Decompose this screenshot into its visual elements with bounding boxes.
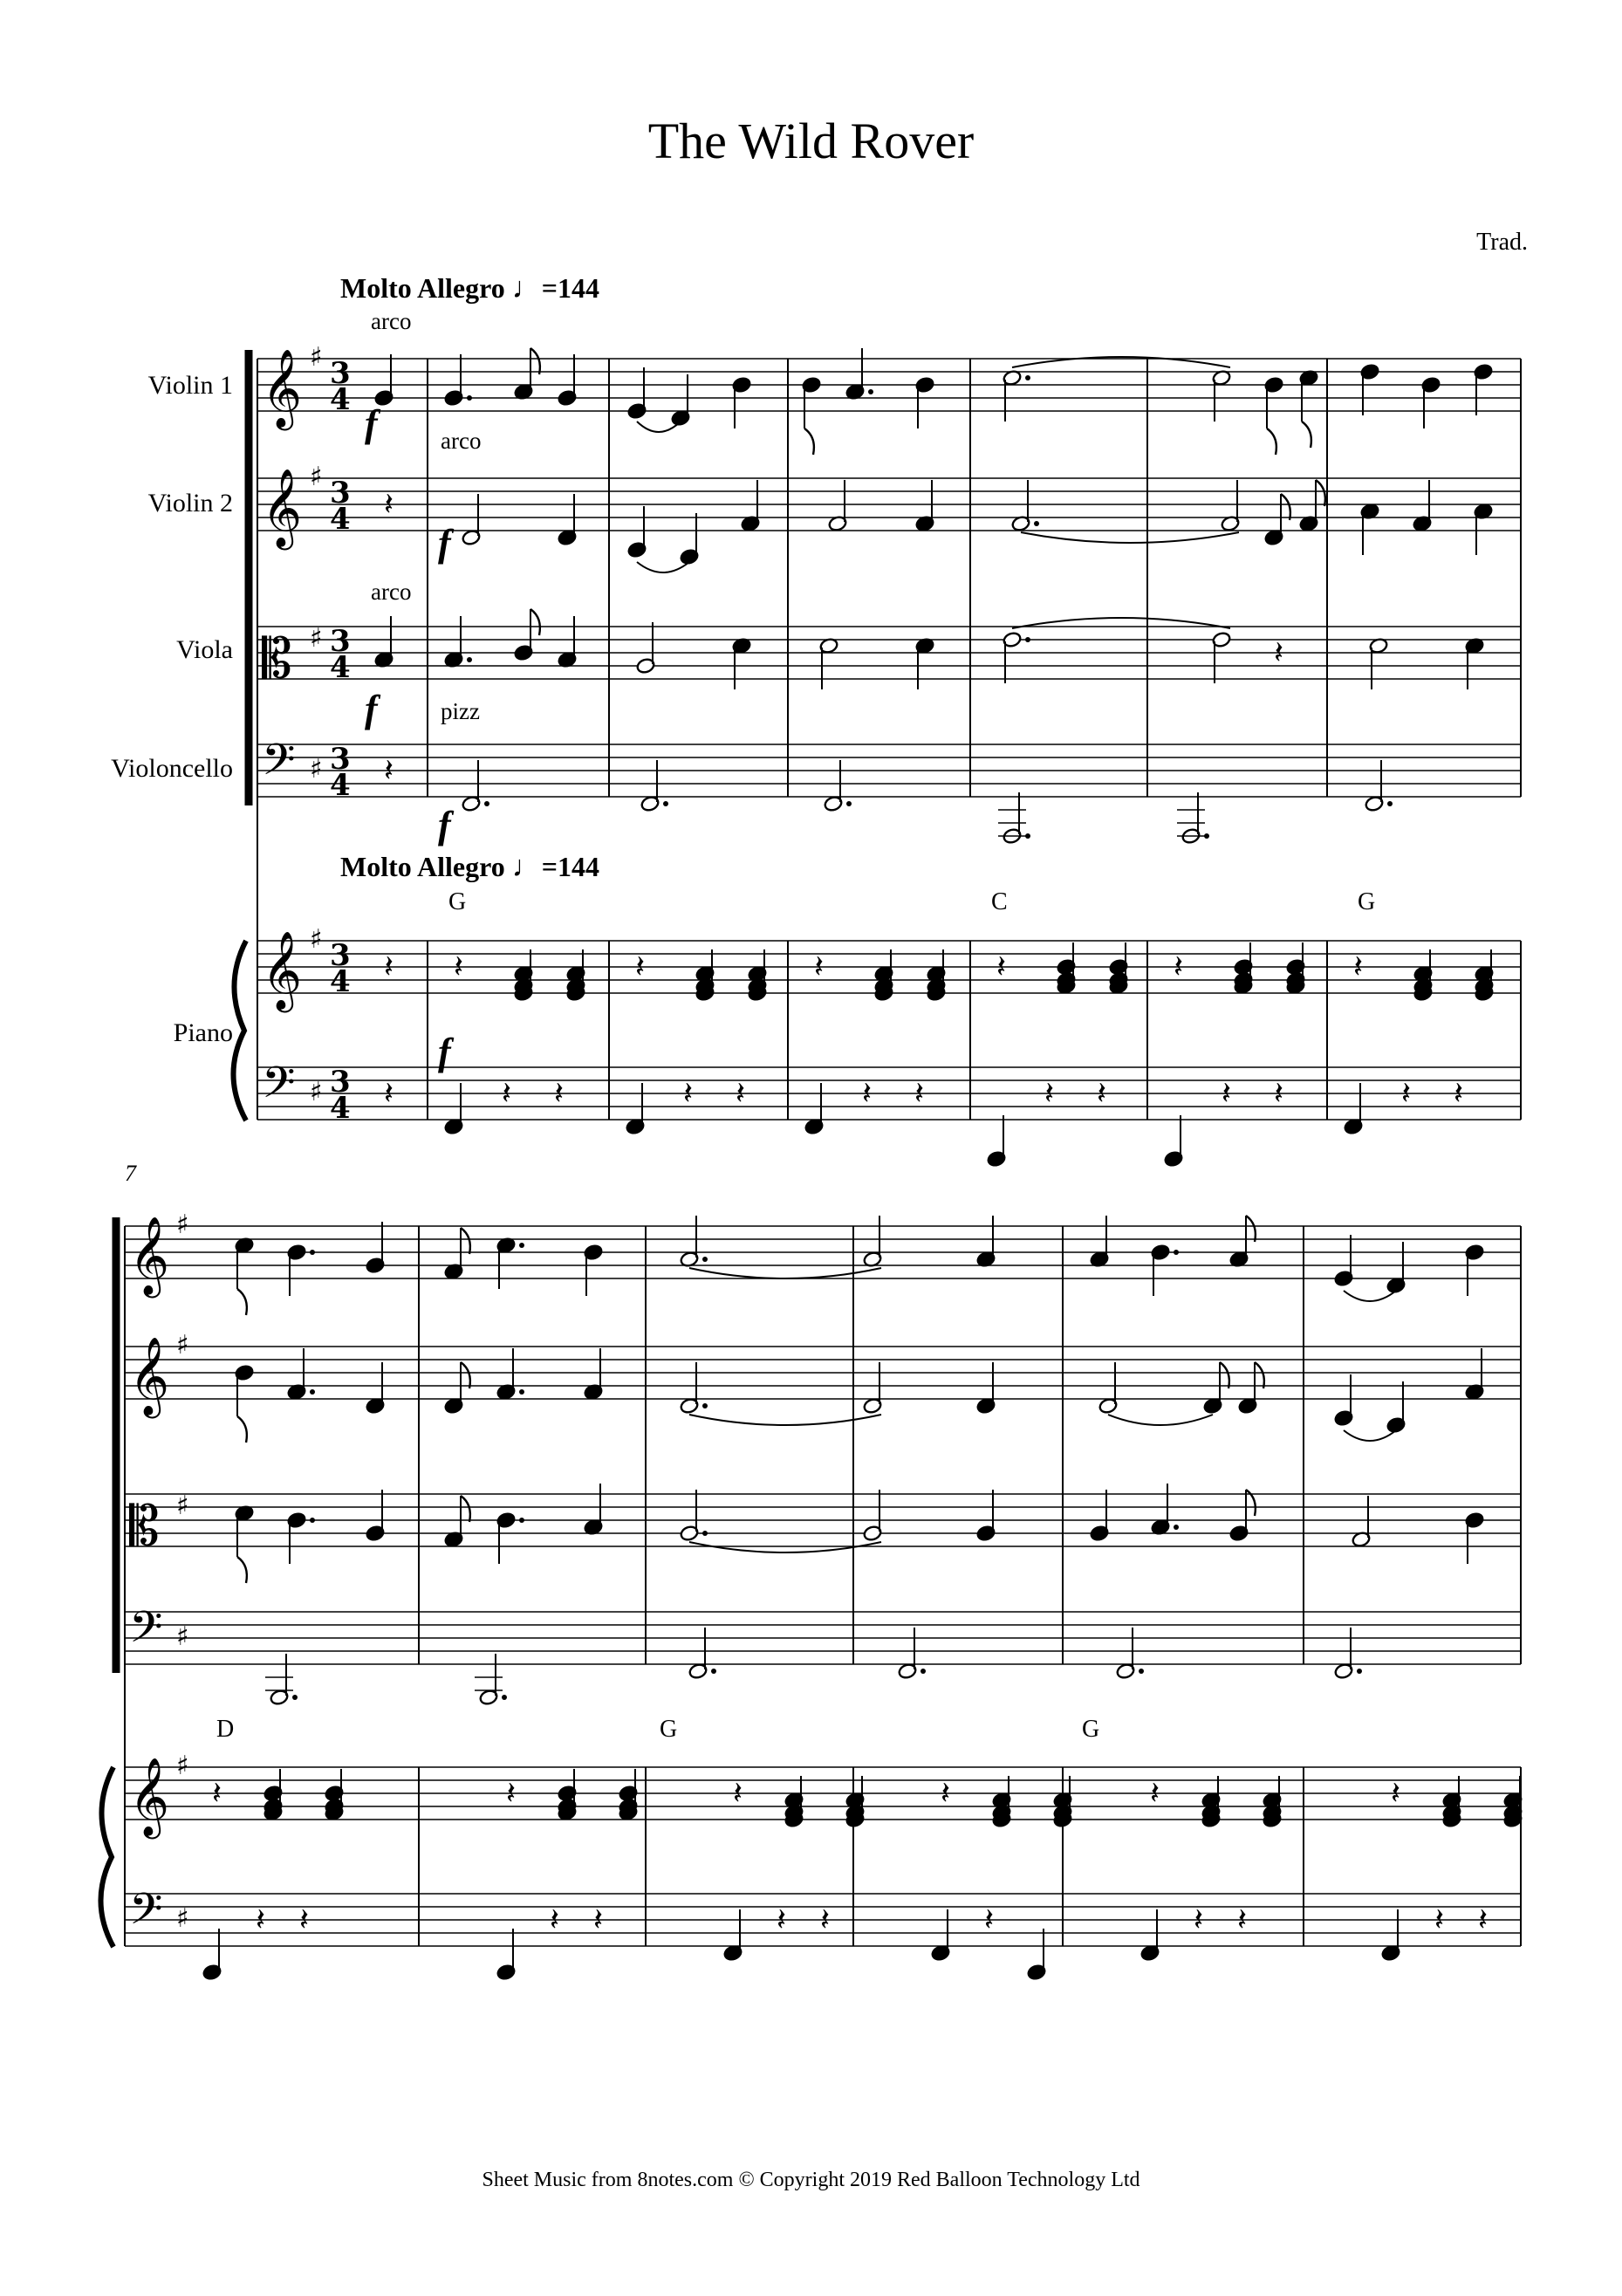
technique-cello: pizz [441,698,480,724]
note-dot [467,395,472,401]
note-flag [1302,422,1311,448]
sharp-key-signature-icon: ♯ [310,1077,323,1107]
note-dot [921,1669,926,1674]
sharp-key-signature-icon: ♯ [176,1751,189,1781]
quarter-rest-icon: 𝄽 [941,1776,951,1812]
quarter-rest-icon: 𝄽 [1044,1076,1055,1112]
note-dot [1025,637,1030,642]
note-dot [846,801,852,806]
sharp-key-signature-icon: ♯ [310,462,323,492]
quarter-rest-icon: 𝄽 [862,1076,873,1112]
quarter-rest-icon: 𝄽 [384,487,394,523]
quarter-rest-icon: 𝄽 [550,1902,560,1938]
quarter-rest-icon: 𝄽 [1222,1076,1232,1112]
dynamic-forte: f [438,1031,451,1073]
note-dot [310,1518,315,1523]
chord-symbol: G [448,888,467,915]
quarter-rest-icon: 𝄽 [554,1076,565,1112]
treble-clef-icon: 𝄞 [129,1758,170,1836]
quarter-rest-icon: 𝄽 [914,1076,925,1112]
chord-symbol: G [660,1716,678,1743]
chord-symbol: G [1358,888,1376,915]
quarter-rest-icon: 𝄽 [984,1902,995,1938]
bass-clef-icon: 𝄢 [129,1884,163,1945]
note-flag [530,609,540,635]
quarter-rest-icon: 𝄽 [1237,1902,1248,1938]
time-signature-numerator: 3 [330,1065,351,1100]
quarter-rest-icon: 𝄽 [299,1902,310,1938]
tie [1344,1291,1396,1301]
chord-symbol: G [1082,1716,1100,1743]
note-dot [702,1403,708,1408]
instrument-label-piano: Piano [173,1018,233,1047]
time-signature-denominator: 4 [330,650,351,685]
note-flag [237,1289,247,1315]
chord-symbol: C [991,888,1008,915]
note-dot [1139,1669,1144,1674]
bass-clef-icon: 𝄢 [129,1602,163,1663]
note-flag [1316,480,1325,506]
note-dot [1025,375,1030,380]
note-flag [237,1557,247,1583]
quarter-rest-icon: 𝄽 [384,949,394,985]
treble-clef-icon: 𝄞 [129,1217,170,1295]
quarter-rest-icon: 𝄽 [1274,635,1284,671]
quarter-rest-icon: 𝄽 [1401,1076,1412,1112]
dynamic-forte: f [365,402,378,445]
sharp-key-signature-icon: ♯ [176,1903,189,1934]
instrument-label-cello: Violoncello [111,754,233,783]
bass-clef-icon: 𝄢 [262,1058,296,1119]
sharp-key-signature-icon: ♯ [176,1621,189,1652]
note-flag [461,1362,470,1388]
quarter-rest-icon: 𝄽 [1274,1076,1284,1112]
note-dot [1387,801,1393,806]
quarter-rest-icon: 𝄽 [733,1776,743,1812]
instrument-label-violin1: Violin 1 [147,371,233,400]
note-flag [461,1228,470,1254]
quarter-rest-icon: 𝄽 [683,1076,694,1112]
sharp-key-signature-icon: ♯ [310,754,323,785]
time-signature-denominator: 4 [330,1091,351,1126]
time-signature-numerator: 3 [330,742,351,777]
note-flag [804,428,814,455]
note-dot [663,801,668,806]
time-signature-numerator: 3 [330,356,351,391]
quarter-rest-icon: 𝄽 [1478,1902,1489,1938]
quarter-rest-icon: 𝄽 [454,949,464,985]
quarter-rest-icon: 𝄽 [1454,1076,1464,1112]
quarter-rest-icon: 𝄽 [1353,949,1364,985]
note-dot [310,1250,315,1255]
sharp-key-signature-icon: ♯ [176,1491,189,1521]
note-dot [1357,1669,1362,1674]
note-flag [530,348,540,374]
chord-symbol: D [216,1716,235,1743]
quarter-rest-icon: 𝄽 [814,949,825,985]
footer-copyright: Sheet Music from 8notes.com © Copyright 2019 Red Balloon Technology Ltd [482,2169,1140,2191]
tie [1344,1430,1396,1441]
note-flag [1281,494,1290,520]
tie [1021,532,1239,543]
quarter-rest-icon: 𝄽 [502,1076,512,1112]
note-dot [711,1669,716,1674]
treble-clef-icon: 𝄞 [262,469,303,547]
technique-violin1: arco [371,308,412,334]
note-dot [467,657,472,662]
note-dot [702,1531,708,1536]
note-flag [1255,1362,1264,1388]
note-dot [702,1257,708,1262]
sharp-key-signature-icon: ♯ [310,924,323,955]
dynamic-forte: f [365,688,378,730]
note-dot [519,1389,524,1395]
bar-number: 7 [125,1161,136,1186]
alto-clef-icon: 𝄡 [262,627,292,690]
time-signature-numerator: 3 [330,938,351,973]
time-signature-denominator: 4 [330,382,351,417]
quarter-rest-icon: 𝄽 [384,1076,394,1112]
note-dot [484,801,489,806]
quarter-rest-icon: 𝄽 [777,1902,787,1938]
sharp-key-signature-icon: ♯ [176,1210,189,1240]
tie [637,562,689,572]
note-dot [868,389,873,394]
quarter-rest-icon: 𝄽 [1434,1902,1445,1938]
tie [1108,1415,1213,1425]
technique-viola: arco [371,579,412,605]
quarter-note-icon: ♩ [511,851,542,883]
quarter-rest-icon: 𝄽 [1150,1776,1160,1812]
note-dot [1174,1250,1179,1255]
score-title: The Wild Rover [647,113,975,169]
piano-brace [100,1767,113,1947]
quarter-rest-icon: 𝄽 [1194,1902,1204,1938]
note-dot [519,1243,524,1248]
quarter-rest-icon: 𝄽 [820,1902,831,1938]
time-signature-numerator: 3 [330,624,351,659]
sharp-key-signature-icon: ♯ [310,342,323,373]
treble-clef-icon: 𝄞 [129,1337,170,1415]
tempo-text: Molto Allegro [340,272,505,304]
note-dot [310,1389,315,1395]
quarter-rest-icon: 𝄽 [212,1776,222,1812]
note-flag [1267,428,1276,455]
quarter-rest-icon: 𝄽 [384,753,394,789]
dynamic-forte: f [438,522,451,565]
tempo-text: Molto Allegro [340,851,505,882]
quarter-rest-icon: 𝄽 [996,949,1007,985]
dynamic-forte: f [438,804,451,846]
technique-violin2: arco [441,428,482,454]
quarter-rest-icon: 𝄽 [635,949,646,985]
time-signature-denominator: 4 [330,502,351,537]
note-dot [502,1695,507,1700]
note-flag [237,1416,247,1443]
time-signature-denominator: 4 [330,964,351,999]
quarter-rest-icon: 𝄽 [593,1902,604,1938]
note-flag [461,1496,470,1522]
quarter-rest-icon: 𝄽 [506,1776,517,1812]
tempo-value: =144 [541,851,599,882]
tempo-value: =144 [541,272,599,304]
quarter-rest-icon: 𝄽 [1391,1776,1401,1812]
composer: Trad. [1476,229,1528,256]
quarter-note-icon: ♩ [511,272,542,305]
quarter-rest-icon: 𝄽 [736,1076,746,1112]
sharp-key-signature-icon: ♯ [176,1330,189,1360]
bass-clef-icon: 𝄢 [262,735,296,796]
quarter-rest-icon: 𝄽 [1174,949,1184,985]
time-signature-denominator: 4 [330,768,351,803]
treble-clef-icon: 𝄞 [262,349,303,428]
note-dot [292,1695,298,1700]
alto-clef-icon: 𝄡 [129,1494,160,1558]
tempo-marking-strings [340,272,599,305]
instrument-label-violin2: Violin 2 [147,489,233,517]
quarter-rest-icon: 𝄽 [1097,1076,1107,1112]
quarter-rest-icon: 𝄽 [256,1902,266,1938]
time-signature-numerator: 3 [330,476,351,511]
note-flag [1220,1362,1229,1388]
note-dot [1034,521,1039,526]
note-flag [1246,1216,1256,1242]
treble-clef-icon: 𝄞 [262,931,303,1010]
tempo-marking-piano [340,851,599,884]
note-dot [1174,1525,1179,1530]
instrument-label-viola: Viola [176,635,233,664]
sharp-key-signature-icon: ♯ [310,623,323,654]
note-dot [519,1518,524,1523]
piano-brace [233,941,246,1121]
